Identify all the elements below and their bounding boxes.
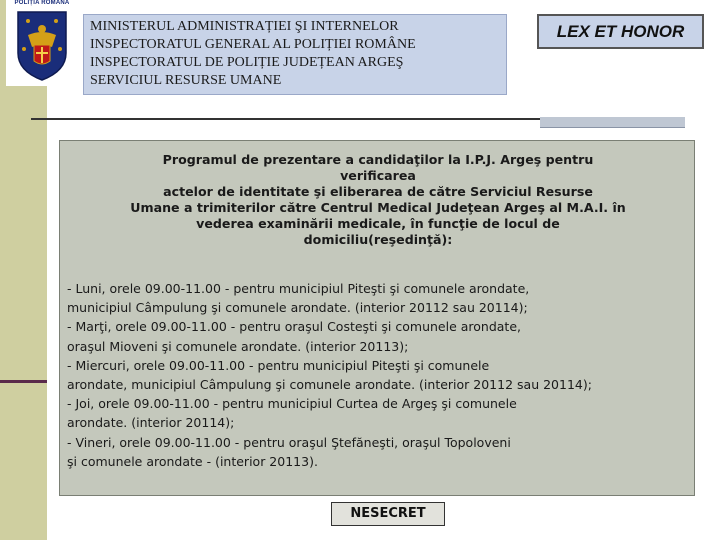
- schedule-line: - Joi, orele 09.00-11.00 - pentru municipiul Curtea de Argeş şi comunele: [67, 396, 517, 412]
- title-line: actelor de identitate şi eliberarea de către Serviciul Resurse: [163, 184, 593, 199]
- header-divider-accent: [540, 117, 685, 128]
- header-line-service: SERVICIUL RESURSE UMANE: [90, 73, 282, 88]
- schedule-list: [67, 279, 692, 471]
- program-panel: [59, 140, 695, 496]
- schedule-line: şi comunele arondate - (interior 20113).: [67, 453, 318, 469]
- title-line: vederea examinării medicale, în funcţie de locul de: [196, 216, 560, 231]
- title-line: domiciliu(reşedinţă):: [303, 232, 453, 247]
- header-line-general-inspectorate: INSPECTORATUL GENERAL AL POLIȚIEI ROMÂNE: [90, 37, 416, 52]
- schedule-line: - Miercuri, orele 09.00-11.00 - pentru municipiul Piteşti şi comunele: [67, 357, 490, 373]
- motto-badge: LEX ET HONOR: [537, 14, 704, 49]
- police-logo: [6, 0, 78, 86]
- title-line: Umane a trimiterilor către Centrul Medical Judeţean Argeş al M.A.I. în: [130, 200, 626, 215]
- schedule-line: arondate. (interior 20114);: [67, 415, 235, 431]
- schedule-line: - Vineri, orele 09.00-11.00 - pentru oraşul Ştefăneşti, oraşul Topoloveni: [67, 434, 511, 450]
- schedule-line: municipiul Câmpulung şi comunele arondate. (interior 20112 sau 20114);: [67, 300, 528, 316]
- schedule-line: - Luni, orele 09.00-11.00 - pentru municipiul Piteşti şi comunele arondate,: [67, 281, 530, 296]
- police-crest-icon: [14, 9, 70, 83]
- header-line-ministry: MINISTERUL ADMINISTRAȚIEI ŞI INTERNELOR: [90, 19, 399, 34]
- schedule-line: - Marţi, orele 09.00-11.00 - pentru oraşul Costeşti şi comunele arondate,: [67, 319, 521, 335]
- classification-label: NESECRET: [331, 502, 445, 526]
- logo-caption: POLIȚIA ROMÂNĂ: [14, 0, 70, 6]
- title-line: verificarea: [340, 168, 416, 183]
- left-bar-divider: [0, 380, 47, 383]
- schedule-line: arondate, municipiul Câmpulung şi comunele arondate. (interior 20112 sau 20114);: [67, 377, 592, 393]
- schedule-line: oraşul Mioveni şi comunele arondate. (interior 20113);: [67, 338, 409, 354]
- title-line: Programul de prezentare a candidaţilor la I.P.J. Argeş pentru: [162, 152, 594, 167]
- institution-header: [83, 14, 507, 95]
- header-divider: [31, 118, 540, 120]
- header-line-county-inspectorate: INSPECTORATUL DE POLIȚIE JUDEȚEAN ARGEŞ: [90, 55, 404, 70]
- program-title: [60, 152, 696, 248]
